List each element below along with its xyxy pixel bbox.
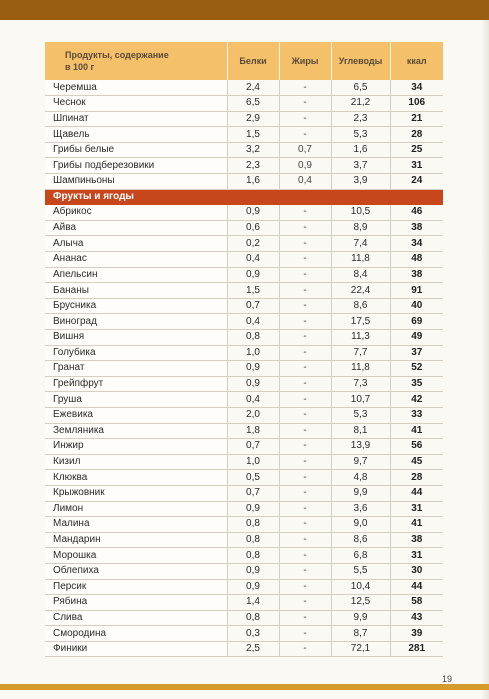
cell-product: Слива [45,610,227,626]
cell-protein: 2,4 [227,80,279,96]
cell-kcal: 42 [390,392,443,408]
cell-kcal: 28 [390,127,443,143]
table-row [45,563,443,579]
cell-protein: 0,9 [227,267,279,283]
cell-carbs: 8,1 [331,423,390,439]
cell-kcal: 37 [390,345,443,361]
cell-product: Лимон [45,501,227,517]
cell-kcal: 30 [390,563,443,579]
cell-kcal: 44 [390,485,443,501]
cell-protein: 1,5 [227,283,279,299]
cell-protein: 0,9 [227,376,279,392]
cell-product: Инжир [45,439,227,455]
cell-product: Крыжовник [45,485,227,501]
cell-product: Алыча [45,236,227,252]
table-body [45,80,443,657]
table-row [45,220,443,236]
cell-carbs: 9,0 [331,517,390,533]
cell-protein: 0,8 [227,532,279,548]
cell-kcal: 281 [390,641,443,657]
cell-protein: 1,0 [227,454,279,470]
page-number: 19 [441,674,452,684]
header-fat: Жиры [279,42,331,80]
table-row [45,485,443,501]
table-row [45,641,443,657]
top-color-band [0,0,489,20]
cell-fat: - [279,330,331,346]
cell-protein: 0,6 [227,220,279,236]
cell-kcal: 38 [390,267,443,283]
cell-kcal: 39 [390,626,443,642]
cell-fat: 0,9 [279,158,331,174]
cell-product: Клюква [45,470,227,486]
table-row [45,532,443,548]
cell-protein: 0,7 [227,439,279,455]
cell-product: Шпинат [45,111,227,127]
table-row [45,127,443,143]
cell-product: Грейпфрут [45,376,227,392]
table-row [45,626,443,642]
cell-kcal: 56 [390,439,443,455]
table-row [45,470,443,486]
cell-fat: - [279,127,331,143]
cell-carbs: 9,7 [331,454,390,470]
nutrition-table [45,42,443,657]
cell-protein: 0,7 [227,485,279,501]
table-row [45,439,443,455]
cell-product: Ананас [45,252,227,268]
cell-fat: - [279,298,331,314]
cell-protein: 2,3 [227,158,279,174]
header-carbs: Углеводы [331,42,390,80]
cell-fat: - [279,111,331,127]
cell-protein: 0,8 [227,517,279,533]
cell-kcal: 41 [390,517,443,533]
cell-product: Грибы подберезовики [45,158,227,174]
cell-product: Апельсин [45,267,227,283]
table-row [45,298,443,314]
cell-carbs: 6,8 [331,548,390,564]
cell-protein: 1,6 [227,174,279,190]
cell-carbs: 72,1 [331,641,390,657]
cell-protein: 3,2 [227,142,279,158]
cell-carbs: 12,5 [331,595,390,611]
cell-fat: - [279,205,331,221]
cell-carbs: 4,8 [331,470,390,486]
cell-fat: - [279,392,331,408]
cell-carbs: 1,6 [331,142,390,158]
cell-product: Виноград [45,314,227,330]
cell-product: Кизил [45,454,227,470]
cell-product: Чеснок [45,96,227,112]
cell-fat: 0,4 [279,174,331,190]
table-row [45,392,443,408]
cell-protein: 0,8 [227,330,279,346]
table-row [45,517,443,533]
cell-kcal: 28 [390,470,443,486]
cell-fat: - [279,454,331,470]
cell-carbs: 9,9 [331,610,390,626]
cell-carbs: 3,9 [331,174,390,190]
cell-kcal: 25 [390,142,443,158]
cell-product: Абрикос [45,205,227,221]
cell-fat: - [279,283,331,299]
cell-product: Смородина [45,626,227,642]
cell-protein: 1,0 [227,345,279,361]
cell-carbs: 3,6 [331,501,390,517]
cell-protein: 0,9 [227,501,279,517]
header-product: Продукты, содержание в 100 г [65,50,169,72]
cell-product: Рябина [45,595,227,611]
cell-protein: 0,8 [227,548,279,564]
cell-protein: 0,7 [227,298,279,314]
table-row [45,314,443,330]
cell-fat: - [279,626,331,642]
cell-protein: 1,8 [227,423,279,439]
cell-protein: 0,9 [227,361,279,377]
cell-fat: - [279,80,331,96]
cell-fat: - [279,470,331,486]
cell-carbs: 11,3 [331,330,390,346]
table-row [45,595,443,611]
cell-product: Вишня [45,330,227,346]
cell-fat: - [279,501,331,517]
cell-fat: - [279,314,331,330]
cell-carbs: 21,2 [331,96,390,112]
cell-kcal: 41 [390,423,443,439]
table-row [45,407,443,423]
cell-kcal: 24 [390,174,443,190]
cell-protein: 0,9 [227,205,279,221]
cell-kcal: 31 [390,501,443,517]
cell-protein: 0,8 [227,610,279,626]
cell-protein: 2,9 [227,111,279,127]
header-protein: Белки [227,42,279,80]
cell-carbs: 8,7 [331,626,390,642]
cell-kcal: 69 [390,314,443,330]
cell-carbs: 8,6 [331,532,390,548]
cell-kcal: 106 [390,96,443,112]
cell-protein: 0,4 [227,252,279,268]
cell-carbs: 2,3 [331,111,390,127]
cell-carbs: 13,9 [331,439,390,455]
cell-protein: 0,3 [227,626,279,642]
cell-carbs: 7,4 [331,236,390,252]
cell-product: Щавель [45,127,227,143]
cell-carbs: 11,8 [331,361,390,377]
bottom-color-rule [0,684,489,690]
table-header-row [45,42,443,80]
cell-carbs: 9,9 [331,485,390,501]
cell-protein: 0,9 [227,579,279,595]
cell-kcal: 38 [390,220,443,236]
table-row [45,454,443,470]
cell-carbs: 3,7 [331,158,390,174]
table-row [45,111,443,127]
table-row [45,174,443,190]
cell-fat: 0,7 [279,142,331,158]
cell-fat: - [279,563,331,579]
cell-carbs: 10,4 [331,579,390,595]
cell-fat: - [279,407,331,423]
cell-kcal: 33 [390,407,443,423]
cell-kcal: 58 [390,595,443,611]
cell-fat: - [279,236,331,252]
cell-kcal: 34 [390,80,443,96]
cell-fat: - [279,252,331,268]
table-row [45,423,443,439]
cell-fat: - [279,517,331,533]
cell-kcal: 45 [390,454,443,470]
table-row [45,205,443,221]
table-row [45,610,443,626]
cell-carbs: 8,4 [331,267,390,283]
cell-product: Грибы белые [45,142,227,158]
cell-product: Бананы [45,283,227,299]
cell-protein: 2,5 [227,641,279,657]
cell-fat: - [279,376,331,392]
table-row [45,283,443,299]
cell-product: Гранат [45,361,227,377]
cell-fat: - [279,267,331,283]
cell-kcal: 34 [390,236,443,252]
cell-kcal: 21 [390,111,443,127]
cell-carbs: 10,7 [331,392,390,408]
cell-fat: - [279,641,331,657]
cell-carbs: 7,3 [331,376,390,392]
cell-product: Морошка [45,548,227,564]
cell-product: Земляника [45,423,227,439]
cell-fat: - [279,423,331,439]
cell-kcal: 49 [390,330,443,346]
table-row [45,96,443,112]
cell-protein: 6,5 [227,96,279,112]
cell-carbs: 17,5 [331,314,390,330]
cell-product: Малина [45,517,227,533]
cell-product: Облепиха [45,563,227,579]
cell-product: Финики [45,641,227,657]
cell-kcal: 43 [390,610,443,626]
table-row [45,267,443,283]
cell-fat: - [279,439,331,455]
table-row [45,376,443,392]
cell-kcal: 31 [390,548,443,564]
cell-carbs: 22,4 [331,283,390,299]
cell-protein: 0,4 [227,392,279,408]
cell-fat: - [279,610,331,626]
cell-fat: - [279,96,331,112]
section-row-fruits [45,189,443,205]
cell-fat: - [279,548,331,564]
cell-product: Ежевика [45,407,227,423]
cell-kcal: 31 [390,158,443,174]
table-row [45,252,443,268]
cell-carbs: 8,6 [331,298,390,314]
cell-fat: - [279,532,331,548]
cell-protein: 2,0 [227,407,279,423]
table-row [45,158,443,174]
cell-kcal: 52 [390,361,443,377]
cell-fat: - [279,485,331,501]
cell-kcal: 46 [390,205,443,221]
cell-fat: - [279,345,331,361]
table-row [45,80,443,96]
table-row [45,361,443,377]
table-row [45,579,443,595]
cell-kcal: 48 [390,252,443,268]
table-row [45,345,443,361]
cell-carbs: 8,9 [331,220,390,236]
cell-product: Персик [45,579,227,595]
cell-product: Шампиньоны [45,174,227,190]
cell-protein: 0,5 [227,470,279,486]
cell-product: Груша [45,392,227,408]
cell-protein: 0,4 [227,314,279,330]
cell-kcal: 40 [390,298,443,314]
cell-fat: - [279,595,331,611]
cell-fat: - [279,579,331,595]
cell-carbs: 10,5 [331,205,390,221]
cell-fat: - [279,220,331,236]
cell-carbs: 5,3 [331,407,390,423]
table-row [45,548,443,564]
cell-protein: 1,4 [227,595,279,611]
cell-product: Брусника [45,298,227,314]
page-edge-shadow [481,20,489,699]
cell-protein: 1,5 [227,127,279,143]
cell-protein: 0,9 [227,563,279,579]
cell-product: Черемша [45,80,227,96]
cell-carbs: 6,5 [331,80,390,96]
table-row [45,330,443,346]
header-kcal: ккал [390,42,443,80]
cell-carbs: 5,3 [331,127,390,143]
cell-carbs: 11,8 [331,252,390,268]
cell-product: Айва [45,220,227,236]
cell-protein: 0,2 [227,236,279,252]
cell-kcal: 35 [390,376,443,392]
cell-product: Мандарин [45,532,227,548]
cell-product: Голубика [45,345,227,361]
cell-kcal: 38 [390,532,443,548]
cell-kcal: 91 [390,283,443,299]
cell-carbs: 5,5 [331,563,390,579]
table-row [45,236,443,252]
cell-carbs: 7,7 [331,345,390,361]
cell-fat: - [279,361,331,377]
table-row [45,501,443,517]
cell-kcal: 44 [390,579,443,595]
section-label: Фрукты и ягоды [45,189,443,205]
table-row [45,142,443,158]
